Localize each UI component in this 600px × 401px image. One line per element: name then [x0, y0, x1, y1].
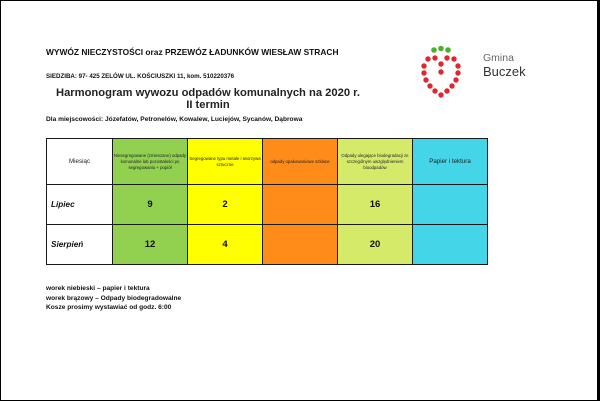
- header-plastic-metal: Segregowane typu metale i tworzywa sztuczne: [188, 139, 263, 185]
- schedule-table: [46, 138, 488, 265]
- company-address: SIEDZIBA: 97- 425 ZELÓW UL. KOŚCIUSZKI 11, kom. 510220376: [46, 73, 235, 80]
- paper-day-cell: [413, 225, 488, 265]
- note-bin-time: Kosze prosimy wystawiać od godz. 6:00: [46, 304, 172, 312]
- logo-text-gmina: Gmina: [483, 52, 514, 64]
- header-glass: odpady opakowaniowe szklane: [263, 139, 338, 185]
- schedule-title: [43, 87, 373, 111]
- table-row: [47, 185, 488, 225]
- paper-day-cell: [413, 185, 488, 225]
- schedule-title-line2: II termin: [186, 99, 230, 111]
- month-cell: Lipiec: [47, 185, 113, 225]
- glass-day-cell: [263, 225, 338, 265]
- note-blue-bag: worek niebieski – papier i tektura: [46, 285, 150, 292]
- notes: [46, 284, 181, 313]
- mixed-day-cell: 9: [113, 185, 188, 225]
- month-cell: Sierpień: [47, 225, 113, 265]
- glass-day-cell: [263, 185, 338, 225]
- header-month: Miesiąc: [47, 139, 113, 185]
- logo-text-buczek: Buczek: [483, 64, 526, 79]
- table-row: [47, 225, 488, 265]
- header-mixed-waste: Niesegregowane (zmieszane) odpady komunalne lub pozostałości po segregowaniu + popiół: [113, 139, 188, 185]
- header-bio: Odpady ulegające biodegradacji ze szczególnym uwzględnieniem bioodpadów: [338, 139, 413, 185]
- places-list: Dla miejscowości: Józefatów, Petronelów, Kowalew, Luciejów, Sycanów, Dąbrowa: [46, 116, 303, 123]
- schedule-title-line1: Harmonogram wywozu odpadów komunalnych na 2020 r.: [56, 87, 360, 99]
- bio-day-cell: 16: [338, 185, 413, 225]
- table-header-row: [47, 139, 488, 185]
- plastic-day-cell: 4: [188, 225, 263, 265]
- header-paper: Papier i tektura: [413, 139, 488, 185]
- document-page: [1, 1, 597, 400]
- bio-day-cell: 20: [338, 225, 413, 265]
- mixed-day-cell: 12: [113, 225, 188, 265]
- note-brown-bag: worek brązowy – Odpady biodegradowalne: [46, 294, 182, 302]
- plastic-day-cell: 2: [188, 185, 263, 225]
- company-name: WYWÓZ NIECZYSTOŚCI oraz PRZEWÓZ ŁADUNKÓW WIESŁAW STRACH: [46, 47, 339, 57]
